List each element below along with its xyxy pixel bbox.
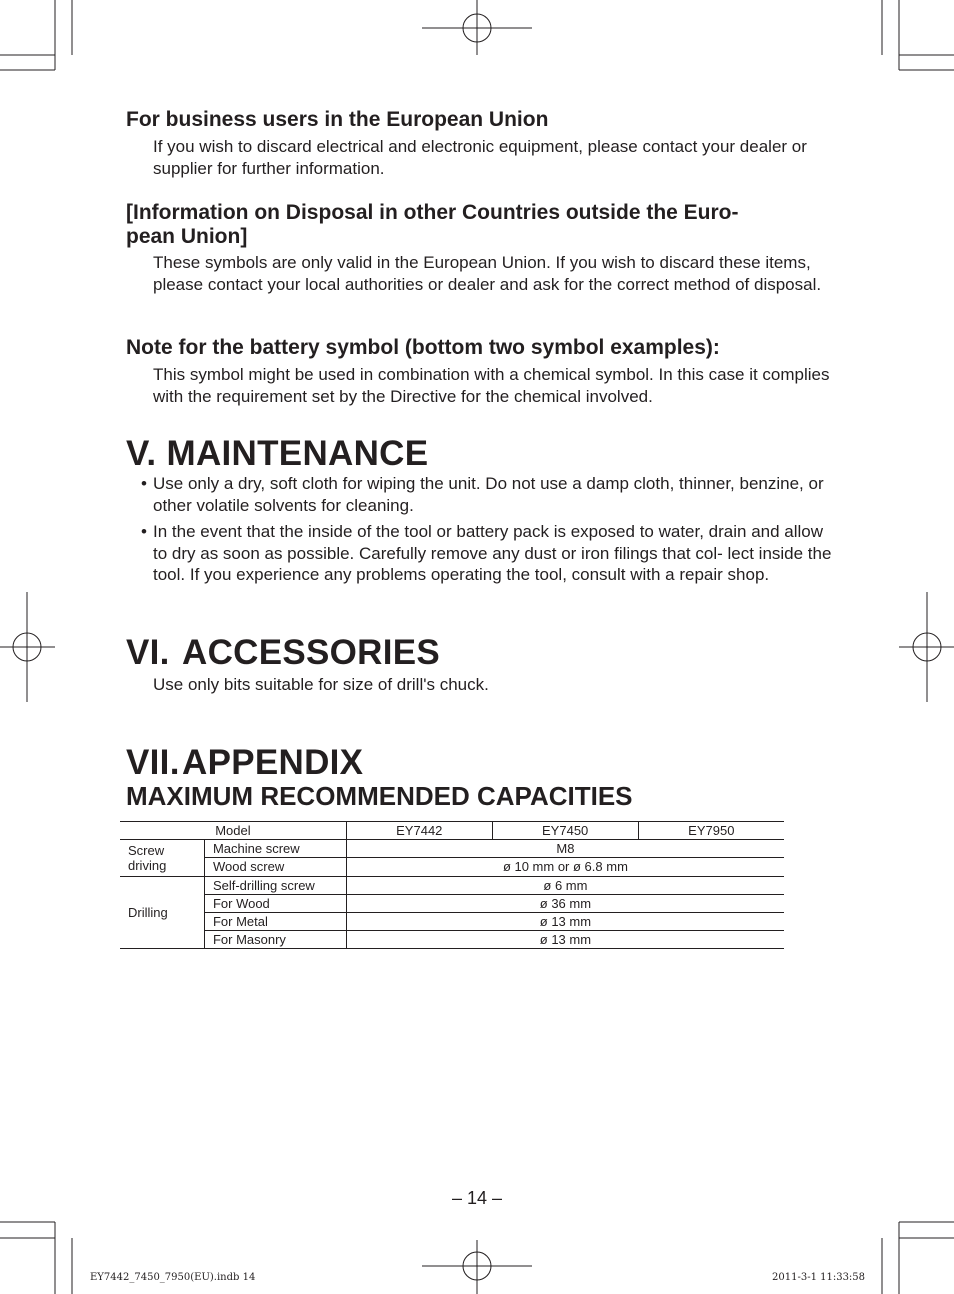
bullet-icon: • — [141, 474, 147, 493]
eu-business-text: If you wish to discard electrical and electronic equipment, please contact your dealer or supplier for further information. — [153, 137, 807, 178]
row-value: ø 13 mm — [346, 931, 784, 949]
model-header: Model — [120, 822, 346, 840]
outside-eu-heading-line1: [Information on Disposal in other Countries outside the Euro- — [126, 201, 739, 224]
accessories-text: Use only bits suitable for size of drill's chuck. — [153, 675, 489, 694]
page-number: – 14 – — [451, 1188, 503, 1208]
slug-filename: EY7442_7450_7950(EU).indb 14 — [90, 1272, 256, 1283]
eu-business-heading: For business users in the European Union — [126, 108, 549, 131]
model-ey7950: EY7950 — [638, 822, 784, 840]
table-row — [120, 876, 784, 894]
table-row — [120, 931, 784, 949]
group-screw-driving: Screw driving — [120, 840, 204, 876]
maintenance-item — [141, 521, 833, 586]
row-label: For Metal — [204, 912, 346, 930]
row-label: For Wood — [204, 894, 346, 912]
capacities-table — [120, 821, 784, 949]
maintenance-title: MAINTENANCE — [166, 434, 429, 473]
slug-timestamp: 2011-3-1 11:33:58 — [772, 1272, 866, 1283]
maintenance-item — [141, 473, 833, 516]
row-label: For Masonry — [204, 931, 346, 949]
row-label: Self-drilling screw — [204, 876, 346, 894]
table-row — [120, 858, 784, 876]
outside-eu-heading-line2: pean Union] — [126, 225, 248, 248]
row-value: ø 36 mm — [346, 894, 784, 912]
maintenance-number: V. — [126, 434, 157, 473]
row-value: ø 13 mm — [346, 912, 784, 930]
accessories-title: ACCESSORIES — [182, 633, 441, 672]
row-value: M8 — [346, 840, 784, 858]
maintenance-list — [141, 473, 833, 591]
table-row — [120, 912, 784, 930]
appendix-number: VII. — [126, 743, 180, 782]
bullet-icon: • — [141, 522, 147, 541]
maintenance-item-text: In the event that the inside of the tool or battery pack is exposed to water, drain and allow to dry as soon as possible. Carefully remove any dust or iron filings that col- lect inside the tool. If you experience any problems operating the tool, consult with a repair shop. — [153, 522, 832, 584]
battery-note-heading: Note for the battery symbol (bottom two symbol examples): — [126, 336, 720, 359]
accessories-number: VI. — [126, 633, 170, 672]
group-drilling: Drilling — [120, 876, 204, 949]
appendix-heading — [126, 743, 363, 783]
maintenance-item-text: Use only a dry, soft cloth for wiping the unit. Do not use a damp cloth, thinner, benzine, or other volatile solvents for cleaning. — [153, 474, 824, 515]
battery-note-text: This symbol might be used in combination with a chemical symbol. In this case it complies with the requirement set by the Directive for the chemical involved. — [153, 365, 830, 406]
table-row — [120, 840, 784, 858]
table-header-row — [120, 822, 784, 840]
row-label: Machine screw — [204, 840, 346, 858]
table-row — [120, 894, 784, 912]
maintenance-heading — [126, 434, 428, 474]
outside-eu-heading — [126, 201, 739, 249]
capacities-heading: MAXIMUM RECOMMENDED CAPACITIES — [126, 781, 633, 811]
accessories-heading — [126, 633, 440, 673]
outside-eu-text: These symbols are only valid in the European Union. If you wish to discard these items, please contact your local authorities or dealer and ask for the correct method of disposal. — [153, 253, 822, 294]
row-value: ø 6 mm — [346, 876, 784, 894]
model-ey7450: EY7450 — [492, 822, 638, 840]
model-ey7442: EY7442 — [346, 822, 492, 840]
appendix-title: APPENDIX — [182, 743, 364, 782]
row-label: Wood screw — [204, 858, 346, 876]
row-value: ø 10 mm or ø 6.8 mm — [346, 858, 784, 876]
